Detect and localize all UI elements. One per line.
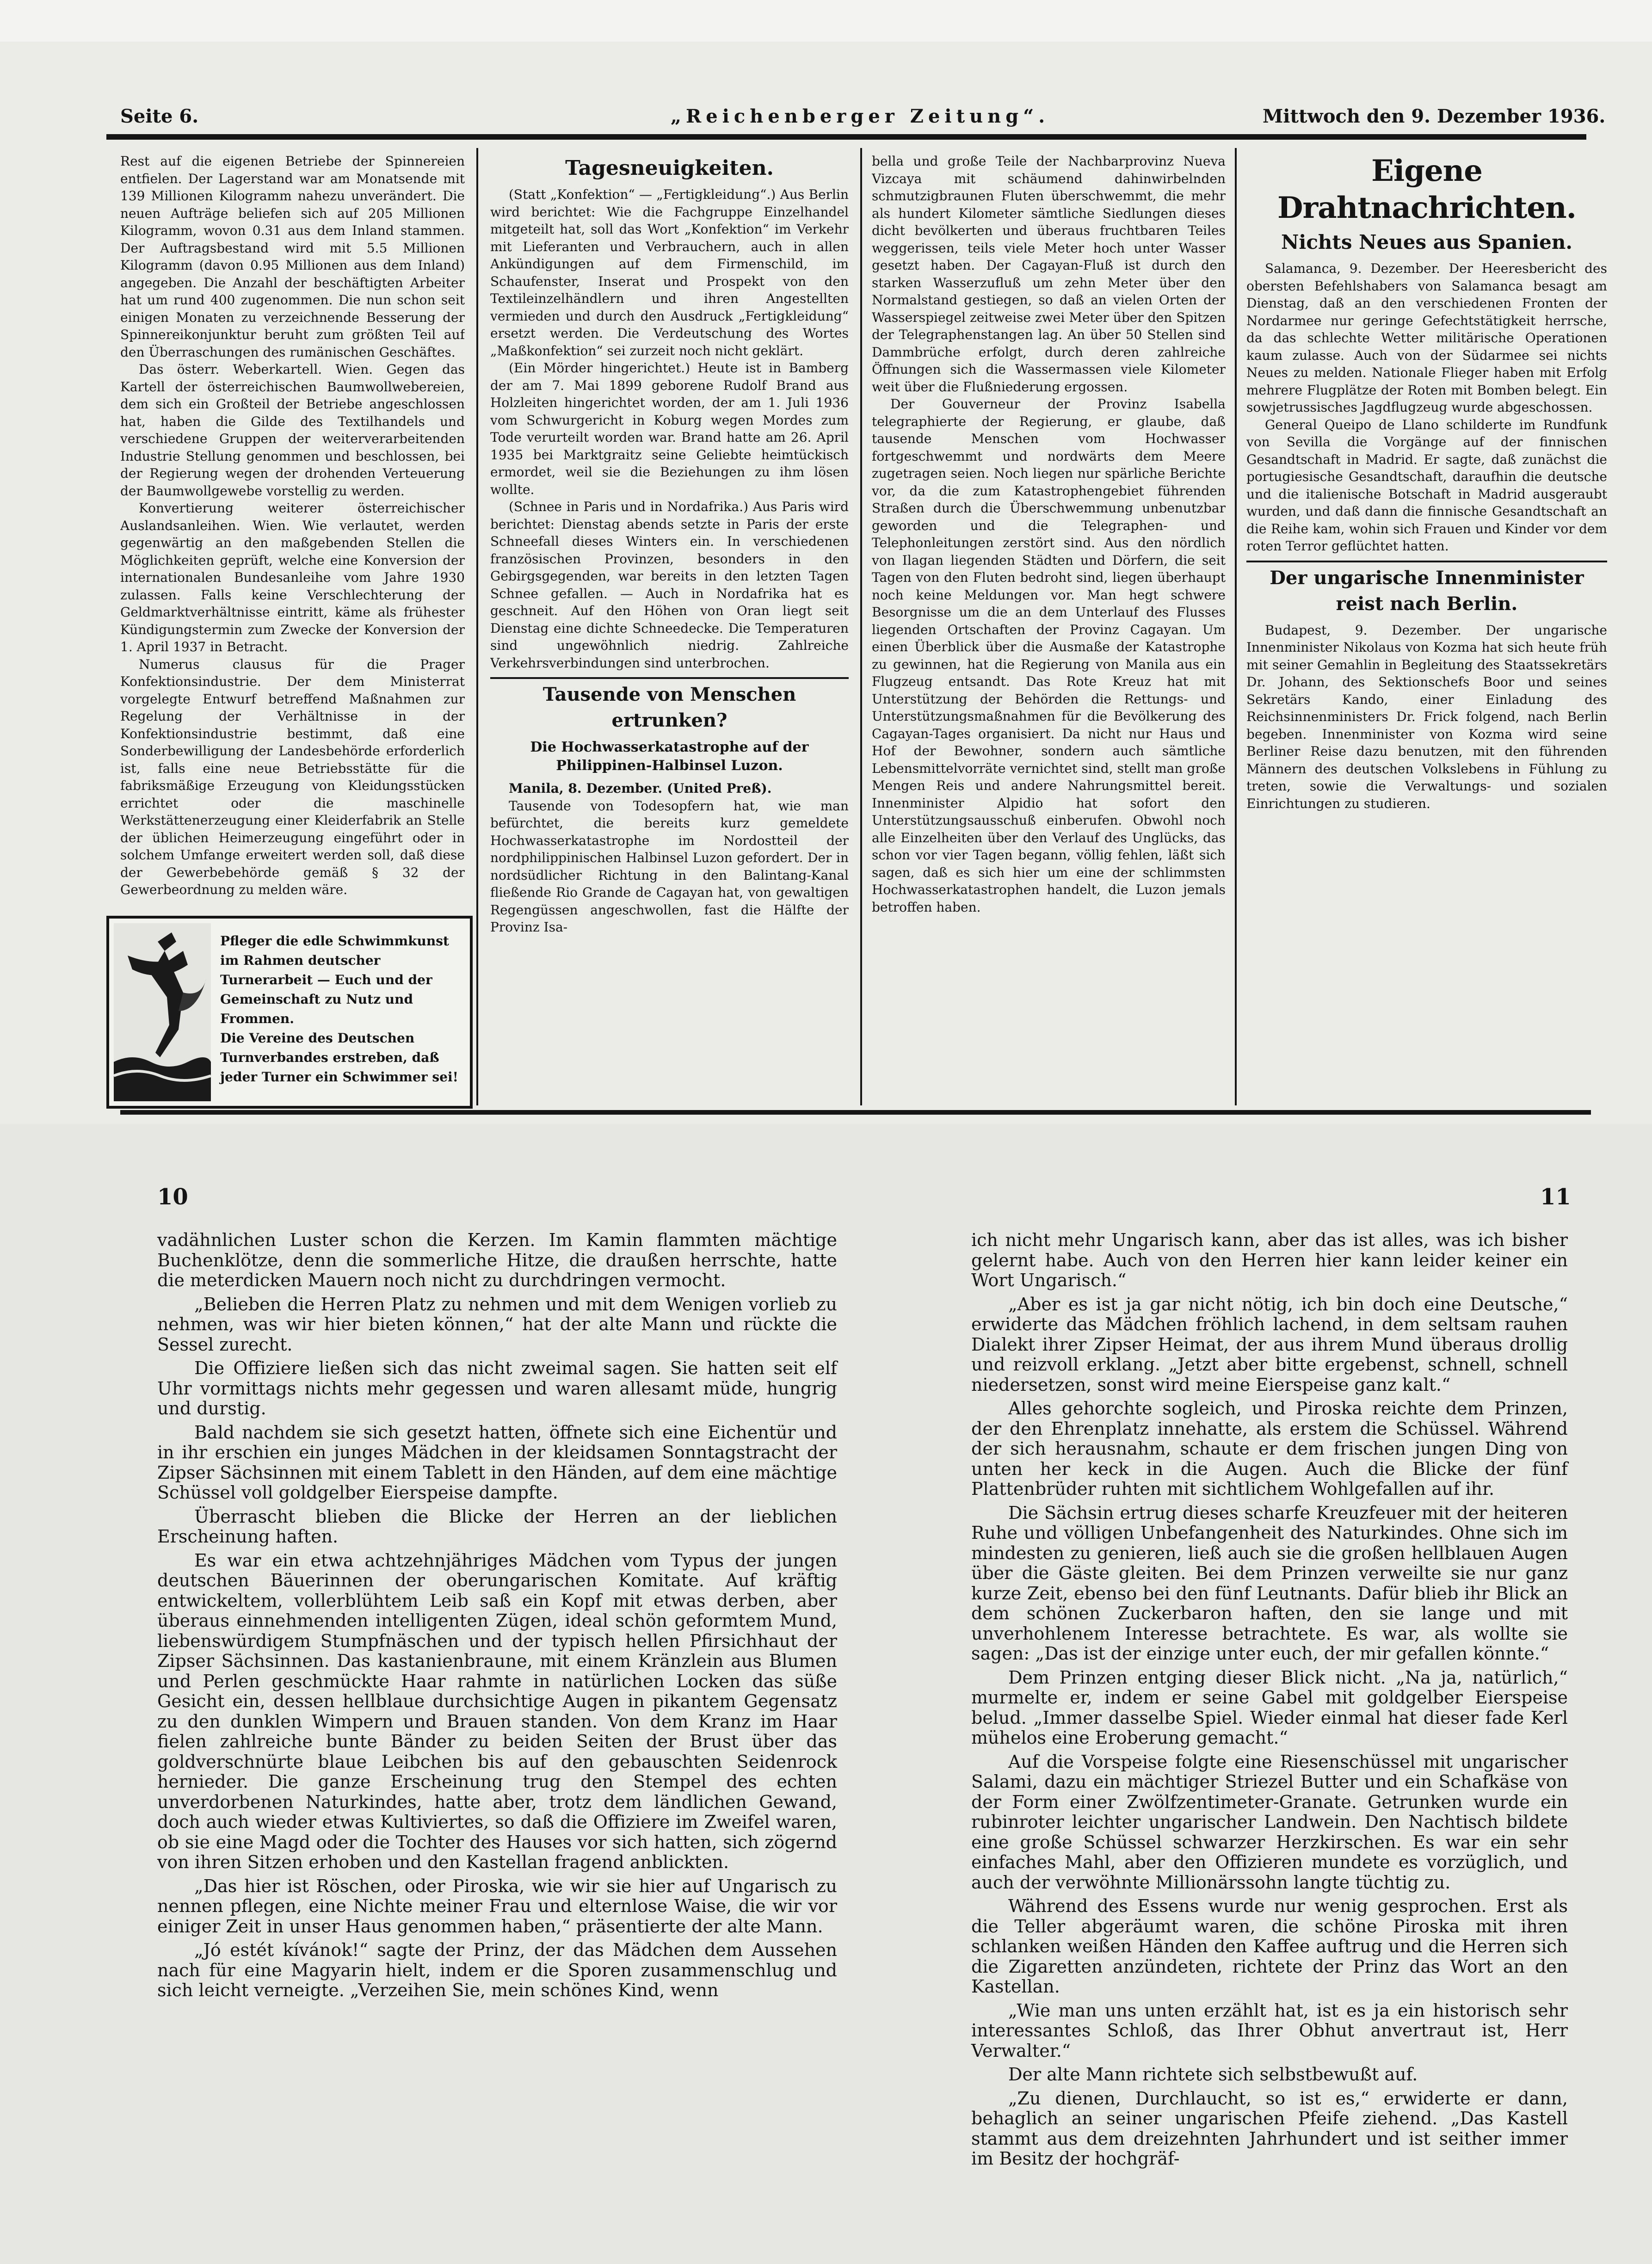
novel-paragraph: Es war ein etwa achtzehnjähriges Mädchen vom Typus der jungen deutschen Bäuerinnen der oberungarischen Komitate. Auf kräftig entwickeltem, vollerblühtem Leib saß ein Kopf mit etwas derben, aber überaus einnehmenden intelligenten Zügen, ideal schön geformtem Mund, liebenswürdigem Stumpfnäschen und der typisch hellen Pfirsichhaut der Zipser Sächsinnen. Das kastanienbraune, mit einem Kränzlein aus Blumen und Perlen geschmückte Haar rahmte in natürlichen Locken das süße Gesicht ein, dessen hellblaue durchsichtige Augen in pikantem Gegensatz zu den dunklen Wimpern und Brauen standen. Von dem Kranz im Haar fielen zahlreiche bunte Bänder zu beiden Seiten der Brust über das goldverschnürte blaue Leibchen bis auf den gebauschten Seidenrock hernieder. Die ganze Erscheinung trug den Stempel des echten unverdorbenen Naturkindes, hatte aber, trotz dem ländlichen Gewand, doch auch wieder etwas Kultiviertes, so daß die Offiziere im Zweifel waren, ob sie eine Magd oder die Tochter des Hauses vor sich hatten, sich zögernd von ihren Sitzen erhoben und den Kastellan fragend anblickten. [157,1550,837,1872]
economy-paragraph: Das österr. Weberkartell. Wien. Gegen das Kartell der österreichischen Baumwollwebereien, dem sich ein Großteil der Betriebe angeschlossen hat, haben die Gilde des Textilhandels und verschiedene Gruppen der weiterverarbeitenden Industrie Stellung genommen und beschlossen, bei der Regierung wegen der drohenden Verteuerung der Baumwollgewebe vorstellig zu werden. [120,362,465,499]
news-paragraph: (Statt „Konfektion“ — „Fertigkleidung“.) Aus Berlin wird berichtet: Wie die Fachgruppe Einzelhandel mitgeteilt hat, soll das Wort „Konfektion“ im Verkehr mit Lieferanten und Verbrauchern, auch in allen Ankündigungen auf dem Firmenschild, im Schaufenster, Inserat und Prospekt von den Textileinzelhändlern und ihren Angestellten vermieden und durch den Ausdruck „Fertigkleidung“ ersetzt werden. Die Verdeutschung des Wortes „Maßkonfektion“ sei zurzeit noch nicht geklärt. [490,187,849,358]
novel-paragraph: Überrascht blieben die Blicke der Herren an der lieblichen Erscheinung haften. [157,1506,837,1547]
column-wire-news [1246,153,1607,1101]
issue-date: Mittwoch den 9. Dezember 1936. [1263,105,1606,127]
novel-insert [0,1124,1652,2264]
novel-paragraph: „Jó estét kívánok!“ sagte der Prinz, der das Mädchen dem Aussehen nach für eine Magyarin hielt, indem er die Sporen zusammenschlug und sich leicht verneigte. „Verzeihen Sie, mein schönes Kind, wenn [157,1940,837,2000]
wire-news-heading: Eigene Drahtnachrichten. [1277,154,1576,225]
novel-paragraph: Dem Prinzen entging dieser Blick nicht. „Na ja, natürlich,“ murmelte er, indem er seine Gabel mit goldgelber Eierspeise belud. „Immer dasselbe Spiel. Wieder einmal hat dieser fade Kerl mühelos eine Eroberung gemacht.“ [971,1667,1568,1748]
novel-paragraph: Während des Essens wurde nur wenig gesprochen. Erst als die Teller abgeräumt waren, die schöne Piroska mit ihren schlanken weißen Händen den Kaffee auftrug und die Herren sich die Zigaretten anzündeten, richtete der Prinz das Wort an den Kastellan. [971,1896,1568,1997]
news-paragraph: (Schnee in Paris und in Nordafrika.) Aus Paris wird berichtet: Dienstag abends setzte in Paris der erste Schneefall dieses Winters ein. In verschiedenen französischen Provinzen, besonders in den Gebirgsgegenden, war bereits in den letzten Tagen Schnee gefallen. — Auch in Nordafrika hat es geschneit. Auf den Höhen von Oran liegt seit Dienstag eine dichte Schneedecke. Die Temperaturen sind ungewöhnlich niedrig. Zahlreiche Verkehrsverbindungen sind unterbrochen. [490,499,849,671]
advert-line: Pfleger die edle Schwimmkunst [220,933,449,949]
column-economy [120,153,465,911]
novel-paragraph: Der alte Mann richtete sich selbstbewußt auf. [1008,2064,1418,2085]
fold-rule [120,1110,1591,1115]
article-subheadline: Die Hochwasserkatastrophe auf der Philippinen-Halbinsel Luzon. [530,739,809,774]
advert-line: Die Vereine des Deutschen Turnverbandes erstreben, daß jeder Turner ein Schwimmer sei! [220,1030,458,1085]
column-flood-report [872,153,1226,1101]
novel-paragraph: „Das hier ist Röschen, oder Piroska, wie wir sie hier auf Ungarisch zu nennen pflegen, eine Nichte meiner Frau und elternlose Waise, die wir vor einiger Zeit in unser Haus genommen haben,“ präsentierte der alte Mann. [157,1875,837,1937]
paper-name: „Reichenberger Zeitung“. [671,105,1050,127]
novel-page-left [157,1230,837,2248]
novel-paragraph: Alles gehorchte sogleich, und Piroska reichte dem Prinzen, der den Ehrenplatz innehatte, als erstem die Schüssel. Während der sich herausnahm, schaute er dem frischen jungen Ding von unten her keck in die Augen. Auch die Blicke der fünf Plattenbrüder ruhten mit sichtlichem Wohlgefallen auf ihr. [971,1398,1568,1499]
novel-paragraph: Die Sächsin ertrug dieses scharfe Kreuzfeuer mit der heiteren Ruhe und völligen Unbefangenheit des Naturkindes. Ohne sich im mindesten zu genieren, ließ auch sie die großen hellblauen Augen über die Gäste gleiten. Bei dem Prinzen verweilte sie nur ganz kurze Zeit, ebenso bei den fünf Leutnants. Dafür blieb ihr Blick an dem schönen Zuckerbaron haften, den sie lange und mit unverhohlenem Interesse betrachtete. Es war, als wollte sie sagen: „Das ist der einzige unter euch, der mir gefallen könnte.“ [971,1502,1568,1664]
article-headline: Tausende von Menschen ertrunken? [542,684,796,731]
economy-paragraph: Numerus clausus für die Prager Konfektionsindustrie. Der dem Ministerrat vorgelegte Entwurf betreffend Maßnahmen zur Regelung der Verhältnisse in der Konfektionsindustrie bestimmt, daß eine Sonderbewilligung der Landesbehörde erforderlich ist, falls eine neue Betriebsstätte für die fabriksmäßige Erzeugung von Kleidungsstücken errichtet oder die maschinelle Werkstättenerzeugung einer Kleiderfabrik an Stelle der üblichen Heimerzeugung eingeführt oder in solchem Umfange erweitert werden soll, daß diese der Gewerbebehörde gemäß § 32 der Gewerbeordnung zu melden wäre. [120,656,465,897]
wire-paragraph: General Queipo de Llano schilderte im Rundfunk von Sevilla die Vorgänge auf der finnischen Gesandtschaft in Madrid. Er sagte, daß zunächst die portugiesische Gesandtschaft, daraufhin die deutsche und die italienische Botschaft in Madrid ausgeraubt wurden, und daß dann die finnische Gesandtschaft an die Reihe kam, wohin sich Frauen und Kinder vor dem roten Terror geflüchtet hatten. [1246,417,1607,554]
article-rule [490,677,849,679]
article-dateline: Manila, 8. Dezember. (United Preß). [509,781,772,796]
novel-paragraph: Die Offiziere ließen sich das nicht zweimal sagen. Sie hatten seit elf Uhr vormittags nichts mehr gegessen und waren allesamt müde, hungrig und durstig. [157,1358,837,1419]
section-heading: Tagesneuigkeiten. [565,156,774,180]
hungary-headline: Der ungarische Innenminister reist nach Berlin. [1270,567,1584,615]
novel-paragraph: „Belieben die Herren Platz zu nehmen und mit dem Wenigen vorlieb zu nehmen, was wir hier bieten können,“ hat der alte Mann und rückte die Sessel zurecht. [157,1294,837,1355]
advert-text [220,932,461,1087]
novel-paragraph: „Zu dienen, Durchlaucht, so ist es,“ erwiderte er dann, behaglich an seiner ungarischen Pfeife ziehend. „Das Kastell stammt aus dem dreizehnten Jahrhundert und ist seither immer im Besitz der hochgräf- [971,2088,1568,2169]
spain-headline: Nichts Neues aus Spanien. [1281,231,1573,253]
flood-paragraph: bella und große Teile der Nachbarprovinz Nueva Vizcaya mit schäumend dahinwirbelnden schmutzigbraunen Fluten überschwemmt, die mehr als hundert Kilometer sämtliche Siedlungen dieses dicht bevölkerten und überaus fruchtbaren Teiles weggerissen, teils viele Meter hoch unter Wasser gesetzt haben. Der Cagayan-Fluß ist durch den starken Wasserzufluß um zehn Meter über den Normalstand gestiegen, so daß an vielen Orten der Wasserspiegel zeitweise zwei Meter über den Spitzen der Telegraphenstangen lag. An über 50 Stellen sind Dammbrüche erfolgt, durch deren zahlreiche Öffnungen sich die Wassermassen viele Kilometer weit über die Flußniederung ergossen. [872,154,1226,395]
page-number-right: 11 [1540,1184,1571,1210]
column-rule-2 [860,148,862,1105]
wire-paragraph: Salamanca, 9. Dezember. Der Heeresbericht des obersten Befehlshabers von Salamanca besagt am Dienstag, daß an den verschiedenen Fronten der Nordarmee nur geringe Gefechtstätigkeit herrsche, da das schlechte Wetter militärische Operationen kaum zulasse. Auch von der Südarmee sei nichts Neues zu melden. Nationale Flieger haben mit Erfolg mehrere Flugplätze der Roten mit Bomben belegt. Ein sowjetrussisches Jagdflugzeug wurde abgeschossen. [1246,261,1607,415]
column-daily-news [490,153,849,1101]
advert-line: im Rahmen deutscher Turnerarbeit — Euch und der Gemeinschaft zu Nutz und Frommen. [220,953,432,1026]
column-rule-3 [1235,148,1237,1105]
flood-paragraph: Der Gouverneur der Provinz Isabella telegraphierte der Regierung, er glaube, daß tausende Menschen vom Hochwasser fortgeschwemmt und nordwärts dem Meere zugetragen seien. Noch liegen nur spärliche Berichte vor, da die zum Katastrophengebiet führenden Straßen durch die Überschwemmung unbenutzbar geworden und die Telegraphen- und Telephonleitungen zerstört sind. Aus den nördlich von Ilagan liegenden Städten und Dörfern, die seit Tagen von den Fluten bedroht sind, liegen überhaupt noch keine Meldungen vor. Man hegt schwere Besorgnisse um die an dem Unterlauf des Flusses liegenden Ortschaften der Provinz Cagayan. Um einen Überblick über die Ausmaße der Katastrophe zu gewinnen, hat die Regierung von Manila aus ein Flugzeug entsandt. Das Rote Kreuz hat mit Unterstützung der Behörden die Rettungs- und Unterstützungsmaßnahmen für die Bevölkerung des Cagayan-Tages organisiert. Da nicht nur Haus und Hof der Bewohner, sondern auch sämtliche Lebensmittelvorräte vernichtet sind, stellt man große Mengen Reis und andere Nahrungsmittel bereit. Innenminister Alpidio hat sofort den Unterstützungsausschuß einberufen. Obwohl noch alle Einzelheiten über den Verlauf des Unglücks, das schon vor vier Tagen begann, völlig fehlen, läßt sich sagen, daß es sich hier um eine der schlimmsten Hochwasserkatastrophen handelt, die Luzon jemals betroffen haben. [872,396,1226,915]
novel-paragraph: Bald nachdem sie sich gesetzt hatten, öffnete sich eine Eichentür und in ihr erschien ein junges Mädchen in der kleidsamen Sonntagstracht der Zipser Sächsinnen mit einem Tablett in den Händen, auf dem eine mächtige Schüssel voll goldgelber Eierspeise dampfte. [157,1422,837,1503]
masthead [120,105,1606,133]
article-rule [1246,561,1607,562]
novel-paragraph: „Wie man uns unten erzählt hat, ist es ja ein historisch sehr interessantes Schloß, das Ihrer Obhut anvertraut ist, Herr Verwalter.“ [971,2000,1568,2061]
novel-paragraph: Auf die Vorspeise folgte eine Riesenschüssel mit ungarischer Salami, dazu ein mächtiger Striezel Butter und ein Schafkäse von der Form einer Zwölfzentimeter-Granate. Getrunken wurde ein rubinroter leichter ungarischer Landwein. Den Nachtisch bildete eine große Schüssel schwarzer Herzkirschen. Es war ein sehr einfaches Mahl, aber den Offizieren mundete es vorzüglich, und auch der verwöhnte Millionärssohn langte tüchtig zu. [971,1751,1568,1893]
swimming-advert [106,916,473,1109]
wire-paragraph: Budapest, 9. Dezember. Der ungarische Innenminister Nikolaus von Kozma hat sich heute früh mit seiner Gemahlin in Begleitung des Staatssekretärs Dr. Johann, des Sektionschefs Boor und seines Sekretärs Kando, einer Einladung des Reichsinnenministers Dr. Frick folgend, nach Berlin begeben. Innenminister von Kozma wird seine Berliner Reise dazu benutzen, mit den führenden Männern des deutschen Volkslebens in Fühlung zu treten, sowie die Verwaltungs- und sozialen Einrichtungen zu studieren. [1246,622,1607,811]
column-rule-1 [476,148,478,1105]
novel-page-right [971,1230,1568,2248]
scan-top-margin [0,0,1652,42]
masthead-rule [106,134,1586,140]
novel-paragraph: vadähnlichen Luster schon die Kerzen. Im Kamin flammten mächtige Buchenklötze, denn die sommerliche Hitze, die draußen herrschte, hatte die meterdicken Mauern noch nicht zu durchdringen vermocht. [157,1230,837,1290]
economy-paragraph: Rest auf die eigenen Betriebe der Spinnereien entfielen. Der Lagerstand war am Monatsende mit 139 Millionen Kilogramm nahezu unverändert. Die neuen Aufträge beliefen sich auf 205 Millionen Kilogramm, wovon 0.31 aus dem Inland stammen. Der Auftragsbestand wird mit 5.5 Millionen Kilogramm (davon 0.95 Millionen aus dem Inland) angegeben. Die Anzahl der beschäftigten Arbeiter hat um rund 400 zugenommen. Die nun schon seit einigen Monaten zu verzeichnende Besserung der Spinnereikonjunktur beruht zum größten Teil auf den Überraschungen des rumänischen Geschäftes. [120,154,465,360]
page-number-left: 10 [157,1184,188,1210]
novel-paragraph: „Aber es ist ja gar nicht nötig, ich bin doch eine Deutsche,“ erwiderte das Mädchen fröhlich lachend, in dem seltsam rauhen Dialekt ihrer Zipser Heimat, der aus ihrem Mund überaus drollig und reizvoll erklang. „Jetzt aber bitte ergebenst, schnell, schnell niedersetzen, sonst wird meine Eierspeise ganz kalt.“ [971,1294,1568,1395]
swimmer-illustration-icon [114,923,211,1101]
page-label: Seite 6. [120,105,199,127]
economy-paragraph: Konvertierung weiterer österreichischer Auslandsanleihen. Wien. Wie verlautet, werden gegenwärtig an den maßgebenden Stellen die Möglichkeiten geprüft, welche eine Konversion der internationalen Bundesanleihe vom Jahre 1930 zulassen. Falls keine Verschlechterung der Geldmarktverhältnisse eintritt, käme als frühester Kündigungstermin zum Zwecke der Konversion der 1. April 1937 in Betracht. [120,500,465,654]
news-paragraph: (Ein Mörder hingerichtet.) Heute ist in Bamberg der am 7. Mai 1899 geborene Rudolf Brand aus Holzleiten hingerichtet worden, der am 1. Juli 1936 vom Schwurgericht in Koburg wegen Mordes zum Tode verurteilt worden war. Brand hatte am 26. April 1935 bei Marktgraitz seine Geliebte heimtückisch ermordet, weil sie die Beziehungen zu ihm lösen wollte. [490,360,849,497]
novel-paragraph: ich nicht mehr Ungarisch kann, aber das ist alles, was ich bisher gelernt habe. Auch von den Herren hier kann leider keiner ein Wort Ungarisch.“ [971,1230,1568,1290]
news-paragraph: Tausende von Todesopfern hat, wie man befürchtet, die bereits kurz gemeldete Hochwasserkatastrophe im Nordostteil der nordphilippinischen Halbinsel Luzon gefordert. Der in nordsüdlicher Richtung in den Balintang-Kanal fließende Rio Grande de Cagayan hat, von gewaltigen Regengüssen angeschwollen, fast die Hälfte der Provinz Isa- [490,798,849,935]
